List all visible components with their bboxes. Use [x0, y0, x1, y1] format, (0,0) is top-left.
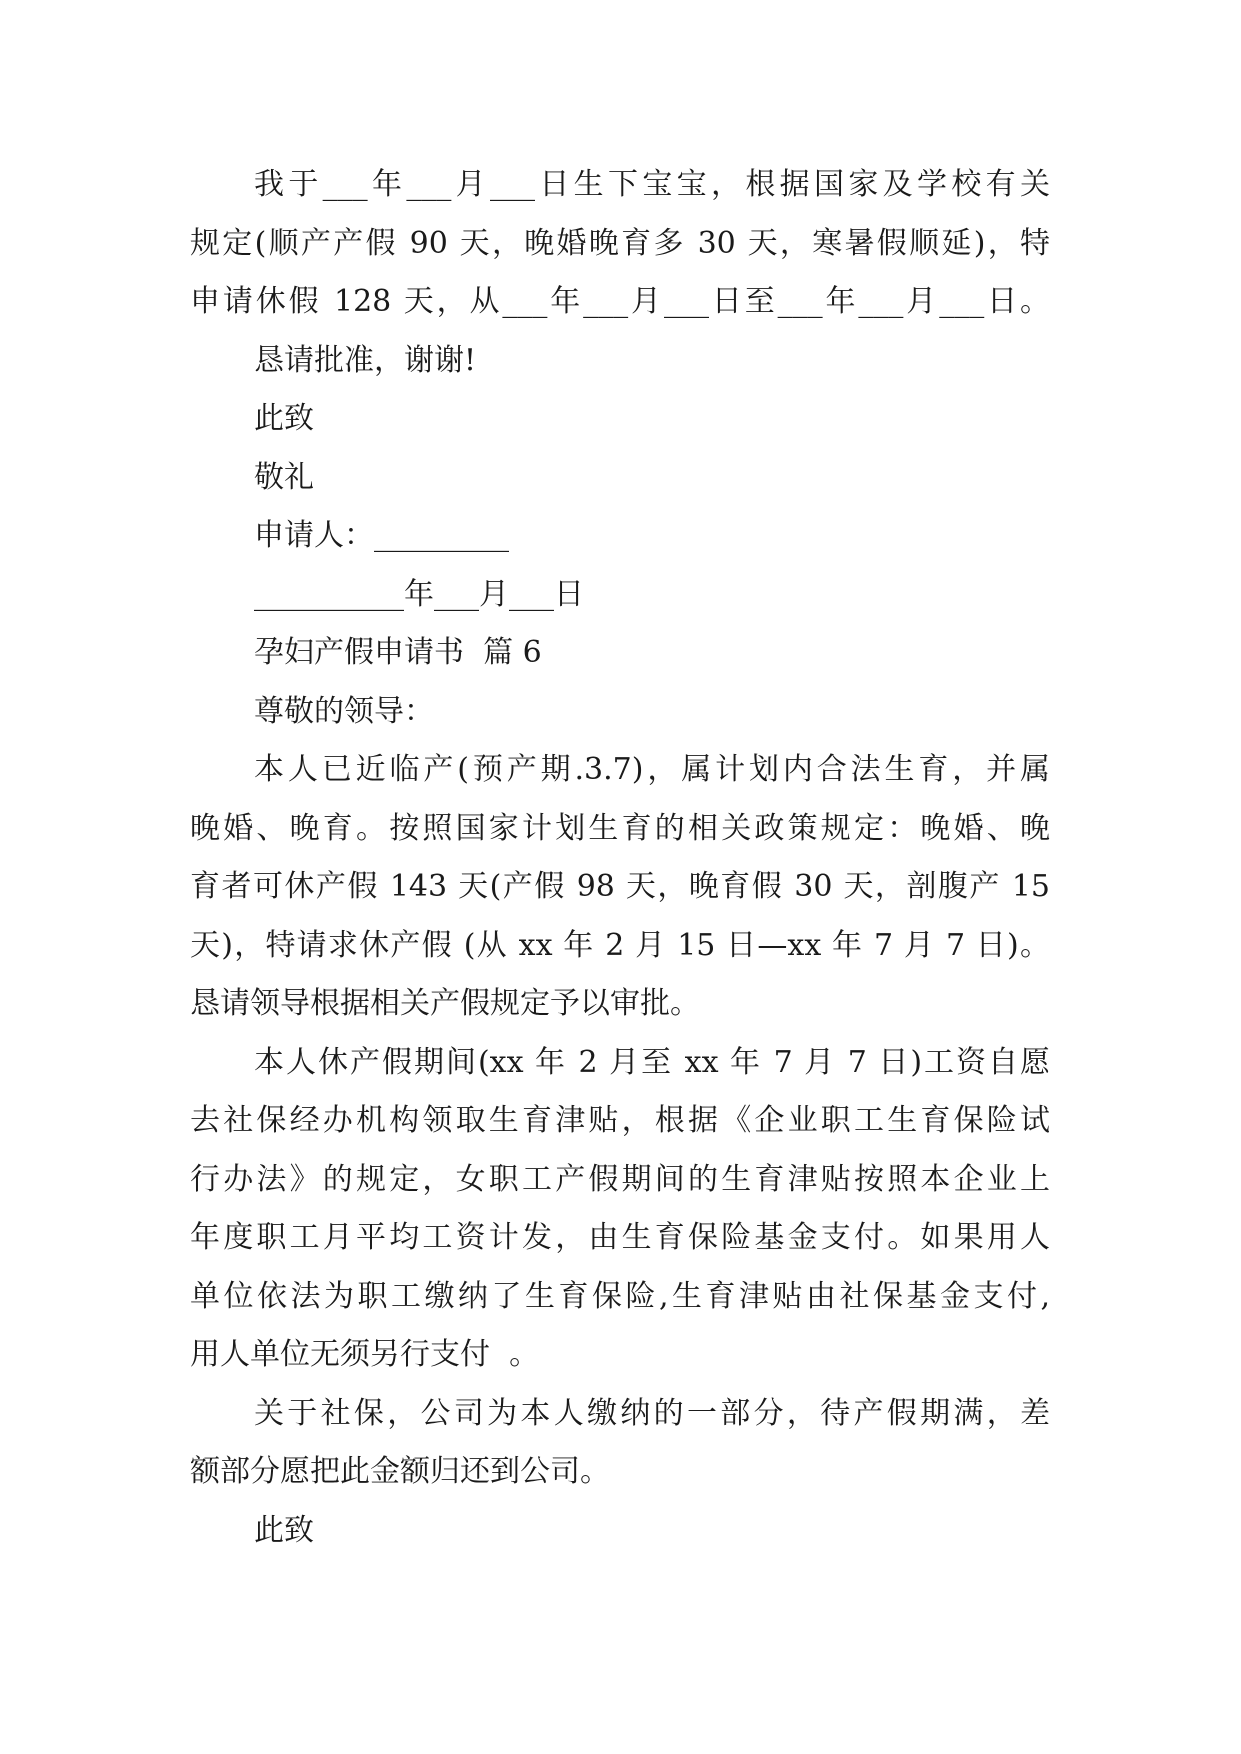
section-heading: 孕妇产假申请书 篇 6: [254, 635, 542, 670]
text-line: 恳请批准，谢谢!: [254, 342, 477, 378]
text-line: 关于社保，公司为本人缴纳的一部分，待产假期满，差: [254, 1395, 1050, 1431]
closing-line: 此致: [254, 1512, 314, 1548]
text-line: 我于___年___月___日生下宝宝，根据国家及学校有关: [254, 167, 1050, 202]
text-line: 本人已近临产(预产期.3.7)，属计划内合法生育，并属: [254, 752, 1050, 787]
text-line: 年度职工月平均工资计发，由生育保险基金支付。如果用人: [190, 1220, 1050, 1255]
document-page: [190, 156, 1050, 1560]
text-line: 用人单位无须另行支付 。: [190, 1337, 540, 1372]
applicant-signature-line: 申请人：_________: [254, 518, 509, 553]
closing-line: 此致: [254, 401, 314, 436]
text-line: 天)，特请求休产假 (从 xx 年 2 月 15 日—xx 年 7 月 7 日)。: [190, 927, 1050, 963]
text-line: 行办法》的规定，女职工产假期间的生育津贴按照本企业上: [190, 1161, 1050, 1197]
text-line: 申请休假 128 天，从___年___月___日至___年___月___日。: [190, 284, 1050, 319]
text-line: 本人休产假期间(xx 年 2 月至 xx 年 7 月 7 日)工资自愿: [254, 1044, 1050, 1080]
text-line: 单位依法为职工缴纳了生育保险,生育津贴由社保基金支付,: [190, 1278, 1050, 1314]
text-line: 恳请领导根据相关产假规定予以审批。: [190, 986, 700, 1021]
text-line: 额部分愿把此金额归还到公司。: [190, 1454, 610, 1489]
text-line: 去社保经办机构领取生育津贴，根据《企业职工生育保险试: [190, 1103, 1050, 1138]
date-line: __________年___月___日: [254, 576, 584, 612]
text-line: 规定(顺产产假 90 天，晚婚晚育多 30 天，寒暑假顺延)，特: [190, 225, 1050, 261]
text-line: 晚婚、晚育。按照国家计划生育的相关政策规定：晚婚、晚: [190, 810, 1050, 846]
closing-line: 敬礼: [254, 459, 314, 495]
text-line: 育者可休产假 143 天(产假 98 天，晚育假 30 天，剖腹产 15: [190, 869, 1050, 904]
salutation: 尊敬的领导：: [254, 693, 434, 729]
